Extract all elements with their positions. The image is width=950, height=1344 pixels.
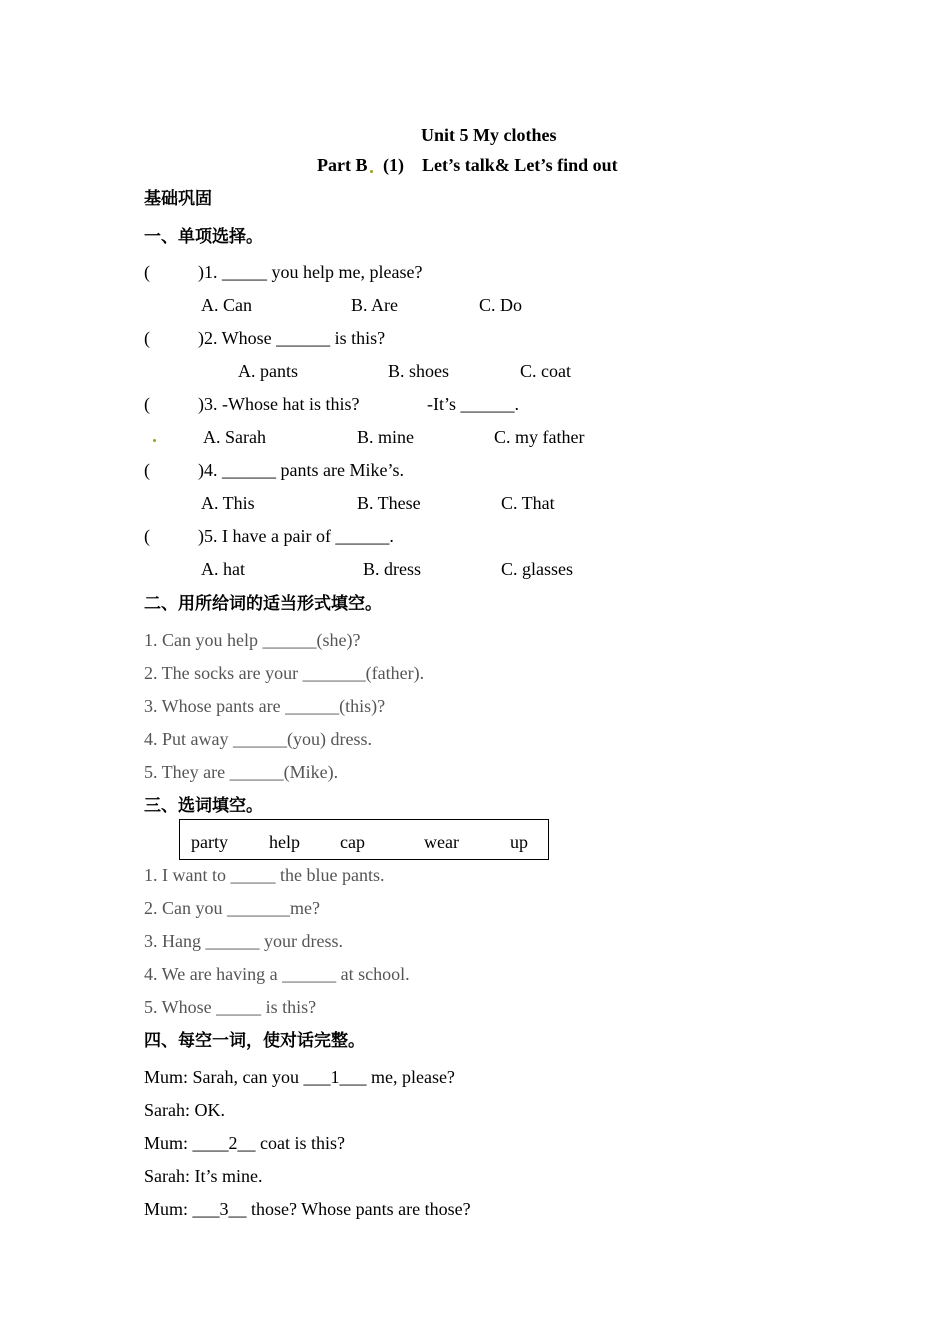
q2-paren: ( [144,328,150,348]
dialogue-line-2: Sarah: OK. [144,1100,225,1120]
q5-option-c: C. glasses [501,559,573,579]
page-subtitle: (1) Let’s talk& Let’s find out [383,155,618,175]
page-title: Unit 5 My clothes [421,125,557,145]
q3-option-b: B. mine [357,427,414,447]
section1-heading: 一、单项选择。 [144,227,263,247]
section3-heading: 三、选词填空。 [144,796,263,816]
q3-option-c: C. my father [494,427,585,447]
q5-stem: )5. I have a pair of ______. [198,526,394,546]
section2-heading: 二、用所给词的适当形式填空。 [144,594,382,614]
q3-option-a: A. Sarah [203,427,266,447]
s3-item-4: 4. We are having a ______ at school. [144,964,410,984]
dialogue-line-4: Sarah: It’s mine. [144,1166,263,1186]
q5-option-a: A. hat [201,559,245,579]
page-subtitle-part: Part B [317,155,368,175]
s2-item-4: 4. Put away ______(you) dress. [144,729,372,749]
s2-item-2: 2. The socks are your _______(father). [144,663,425,683]
q4-option-b: B. These [357,493,421,513]
section-basic-heading: 基础巩固 [144,189,212,209]
word-bank-word: cap [340,832,365,852]
s3-item-2: 2. Can you _______me? [144,898,320,918]
q4-option-a: A. This [201,493,255,513]
dialogue-line-3: Mum: ____2__ coat is this? [144,1133,345,1153]
s2-item-1: 1. Can you help ______(she)? [144,630,361,650]
section4-heading: 四、每空一词，使对话完整。 [144,1031,365,1051]
word-bank-word: party [191,832,228,852]
word-bank-word: help [269,832,300,852]
word-bank-word: wear [424,832,459,852]
q1-option-b: B. Are [351,295,398,315]
q4-option-c: C. That [501,493,555,513]
q4-stem: )4. ______ pants are Mike’s. [198,460,404,480]
s3-item-3: 3. Hang ______ your dress. [144,931,343,951]
q2-option-b: B. shoes [388,361,450,381]
q1-stem: )1. _____ you help me, please? [198,262,423,282]
q5-paren: ( [144,526,150,546]
q4-paren: ( [144,460,150,480]
stray-mark [370,170,373,173]
s3-item-1: 1. I want to _____ the blue pants. [144,865,385,885]
word-bank-word: up [510,832,528,852]
s3-item-5: 5. Whose _____ is this? [144,997,317,1017]
dialogue-line-1: Mum: Sarah, can you ___1___ me, please? [144,1067,455,1087]
stray-mark [153,439,156,442]
q2-stem: )2. Whose ______ is this? [198,328,386,348]
q3-stem-answer: -It’s ______. [427,394,519,414]
q2-option-a: A. pants [238,361,298,381]
q2-option-c: C. coat [520,361,571,381]
dialogue-line-5: Mum: ___3__ those? Whose pants are those? [144,1199,471,1219]
q3-paren: ( [144,394,150,414]
q3-stem: )3. -Whose hat is this? [198,394,360,414]
q1-option-a: A. Can [201,295,252,315]
q5-option-b: B. dress [363,559,421,579]
s2-item-3: 3. Whose pants are ______(this)? [144,696,386,716]
q1-paren: ( [144,262,150,282]
q1-option-c: C. Do [479,295,523,315]
s2-item-5: 5. They are ______(Mike). [144,762,339,782]
